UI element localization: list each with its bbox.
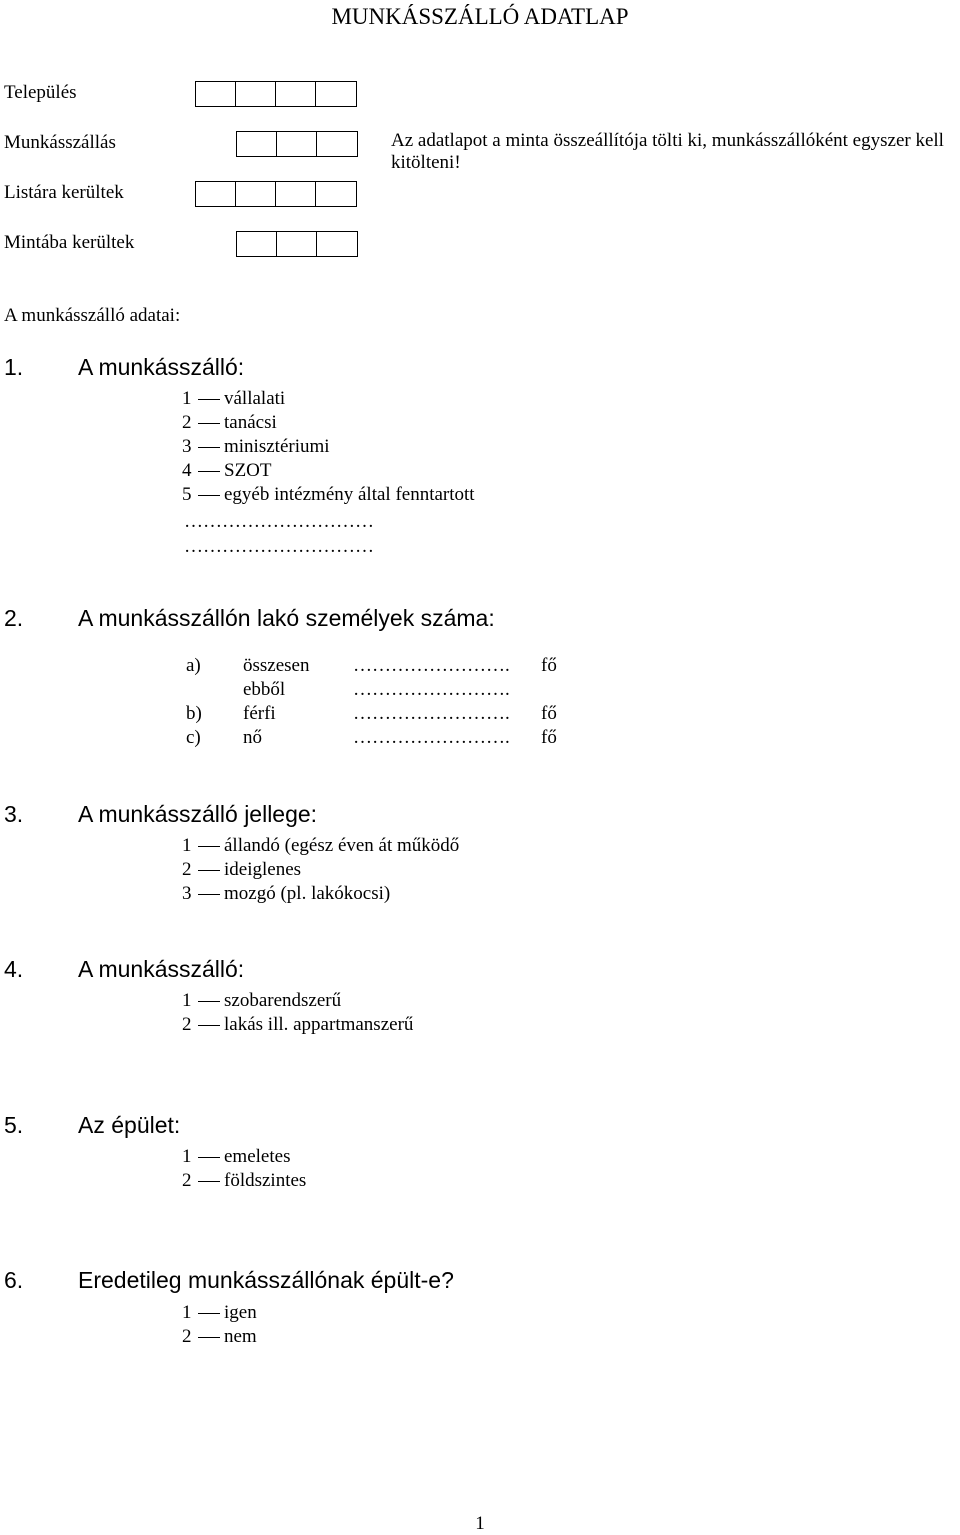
row-label: nő xyxy=(243,727,262,748)
munkasszallas-code-boxes[interactable] xyxy=(236,131,358,157)
code-box[interactable] xyxy=(237,132,277,156)
option-text: nem xyxy=(224,1326,257,1347)
code-box[interactable] xyxy=(196,82,236,106)
option-5-2[interactable] xyxy=(182,1170,306,1192)
option-code: 1 xyxy=(182,388,192,409)
code-box[interactable] xyxy=(236,182,276,206)
code-box[interactable] xyxy=(236,82,276,106)
dash-line xyxy=(198,1025,220,1026)
question-number: 5. xyxy=(4,1112,24,1138)
option-6-1[interactable] xyxy=(182,1302,257,1324)
dash-line xyxy=(198,846,220,847)
option-6-2[interactable] xyxy=(182,1326,257,1348)
code-box[interactable] xyxy=(196,182,236,206)
code-box[interactable] xyxy=(276,182,316,206)
question-number: 6. xyxy=(4,1267,24,1293)
page-number: 1 xyxy=(475,1513,485,1534)
instruction-note: Az adatlapot a minta összeállítója tölti ki, munkásszállóként egyszer kell kitölteni! xyxy=(391,130,944,173)
dotted-fill-line[interactable]: ………………………… xyxy=(184,536,374,557)
row-unit: fő xyxy=(541,727,557,748)
question-6 xyxy=(4,1267,454,1294)
dash-line xyxy=(198,1313,220,1314)
option-text: igen xyxy=(224,1302,257,1323)
question-1 xyxy=(4,354,244,381)
row-label: férfi xyxy=(243,703,276,724)
dash-line xyxy=(198,870,220,871)
option-text: mozgó (pl. lakókocsi) xyxy=(224,883,391,904)
option-text: minisztériumi xyxy=(224,436,330,457)
question-3 xyxy=(4,801,317,828)
option-text: ideiglenes xyxy=(224,859,302,880)
question-4 xyxy=(4,956,244,983)
code-box[interactable] xyxy=(277,132,317,156)
telepules-code-boxes[interactable] xyxy=(195,81,357,107)
option-text: tanácsi xyxy=(224,412,277,433)
option-4-1[interactable] xyxy=(182,990,341,1012)
option-1-5[interactable] xyxy=(182,484,475,506)
option-code: 5 xyxy=(182,484,192,505)
option-text: állandó (egész éven át működő xyxy=(224,835,460,856)
row-fill-dots[interactable]: ……………………. xyxy=(353,679,510,700)
code-box[interactable] xyxy=(277,232,317,256)
question-2 xyxy=(4,605,495,632)
row-fill-dots[interactable]: ……………………. xyxy=(353,655,510,676)
option-3-1[interactable] xyxy=(182,835,459,857)
option-3-3[interactable] xyxy=(182,883,390,905)
option-text: SZOT xyxy=(224,460,272,481)
code-box[interactable] xyxy=(316,82,356,106)
question-number: 1. xyxy=(4,354,24,380)
field-label-mintaba-kerultek: Mintába kerültek xyxy=(4,232,135,253)
row-fill-dots[interactable]: ……………………. xyxy=(353,703,510,724)
option-text: egyéb intézmény által fenntartott xyxy=(224,484,475,505)
code-box[interactable] xyxy=(316,182,356,206)
code-box[interactable] xyxy=(317,132,357,156)
option-4-2[interactable] xyxy=(182,1014,413,1036)
dash-line xyxy=(198,1181,220,1182)
mintaba-kerultek-code-boxes[interactable] xyxy=(236,231,358,257)
option-text: lakás ill. appartmanszerű xyxy=(224,1014,414,1035)
row-label: ebből xyxy=(243,679,286,700)
question-number: 3. xyxy=(4,801,24,827)
question-number: 4. xyxy=(4,956,24,982)
dotted-fill-line[interactable]: ………………………… xyxy=(184,511,374,532)
field-label-listara-kerultek: Listára kerültek xyxy=(4,182,124,203)
option-text: földszintes xyxy=(224,1170,307,1191)
question-text: A munkásszálló: xyxy=(78,956,245,982)
row-fill-dots[interactable]: ……………………. xyxy=(353,727,510,748)
option-1-4[interactable] xyxy=(182,460,272,482)
question-text: A munkásszálló: xyxy=(78,354,245,380)
code-box[interactable] xyxy=(317,232,357,256)
question-5 xyxy=(4,1112,180,1139)
option-code: 1 xyxy=(182,835,192,856)
code-box[interactable] xyxy=(237,232,277,256)
option-3-2[interactable] xyxy=(182,859,301,881)
option-1-3[interactable] xyxy=(182,436,330,458)
option-code: 1 xyxy=(182,990,192,1011)
dash-line xyxy=(198,447,220,448)
option-text: emeletes xyxy=(224,1146,291,1167)
section-heading: A munkásszálló adatai: xyxy=(4,305,181,326)
row-letter: b) xyxy=(186,703,202,724)
row-letter: c) xyxy=(186,727,201,748)
option-code: 1 xyxy=(182,1302,192,1323)
option-code: 4 xyxy=(182,460,192,481)
dash-line xyxy=(198,1337,220,1338)
dash-line xyxy=(198,894,220,895)
option-code: 2 xyxy=(182,859,192,880)
question-text: Az épület: xyxy=(78,1112,181,1138)
dash-line xyxy=(198,399,220,400)
option-1-2[interactable] xyxy=(182,412,277,434)
option-5-1[interactable] xyxy=(182,1146,290,1168)
dash-line xyxy=(198,1001,220,1002)
option-text: vállalati xyxy=(224,388,286,409)
option-code: 2 xyxy=(182,1170,192,1191)
dash-line xyxy=(198,495,220,496)
row-unit: fő xyxy=(541,655,557,676)
option-text: szobarendszerű xyxy=(224,990,342,1011)
question-text: Eredetileg munkásszállónak épült-e? xyxy=(78,1267,454,1293)
option-code: 1 xyxy=(182,1146,192,1167)
option-code: 2 xyxy=(182,1326,192,1347)
option-code: 2 xyxy=(182,1014,192,1035)
option-1-1[interactable] xyxy=(182,388,285,410)
question-number: 2. xyxy=(4,605,24,631)
page-title: MUNKÁSSZÁLLÓ ADATLAP xyxy=(331,4,629,29)
option-code: 2 xyxy=(182,412,192,433)
dash-line xyxy=(198,423,220,424)
option-code: 3 xyxy=(182,436,192,457)
field-label-telepules: Település xyxy=(4,82,77,103)
question-text: A munkásszálló jellege: xyxy=(78,801,318,827)
field-label-munkasszallas: Munkásszállás xyxy=(4,132,116,153)
row-label: összesen xyxy=(243,655,310,676)
question-text: A munkásszállón lakó személyek száma: xyxy=(78,605,495,631)
code-box[interactable] xyxy=(276,82,316,106)
dash-line xyxy=(198,1157,220,1158)
row-unit: fő xyxy=(541,703,557,724)
listara-kerultek-code-boxes[interactable] xyxy=(195,181,357,207)
option-code: 3 xyxy=(182,883,192,904)
dash-line xyxy=(198,471,220,472)
row-letter: a) xyxy=(186,655,201,676)
